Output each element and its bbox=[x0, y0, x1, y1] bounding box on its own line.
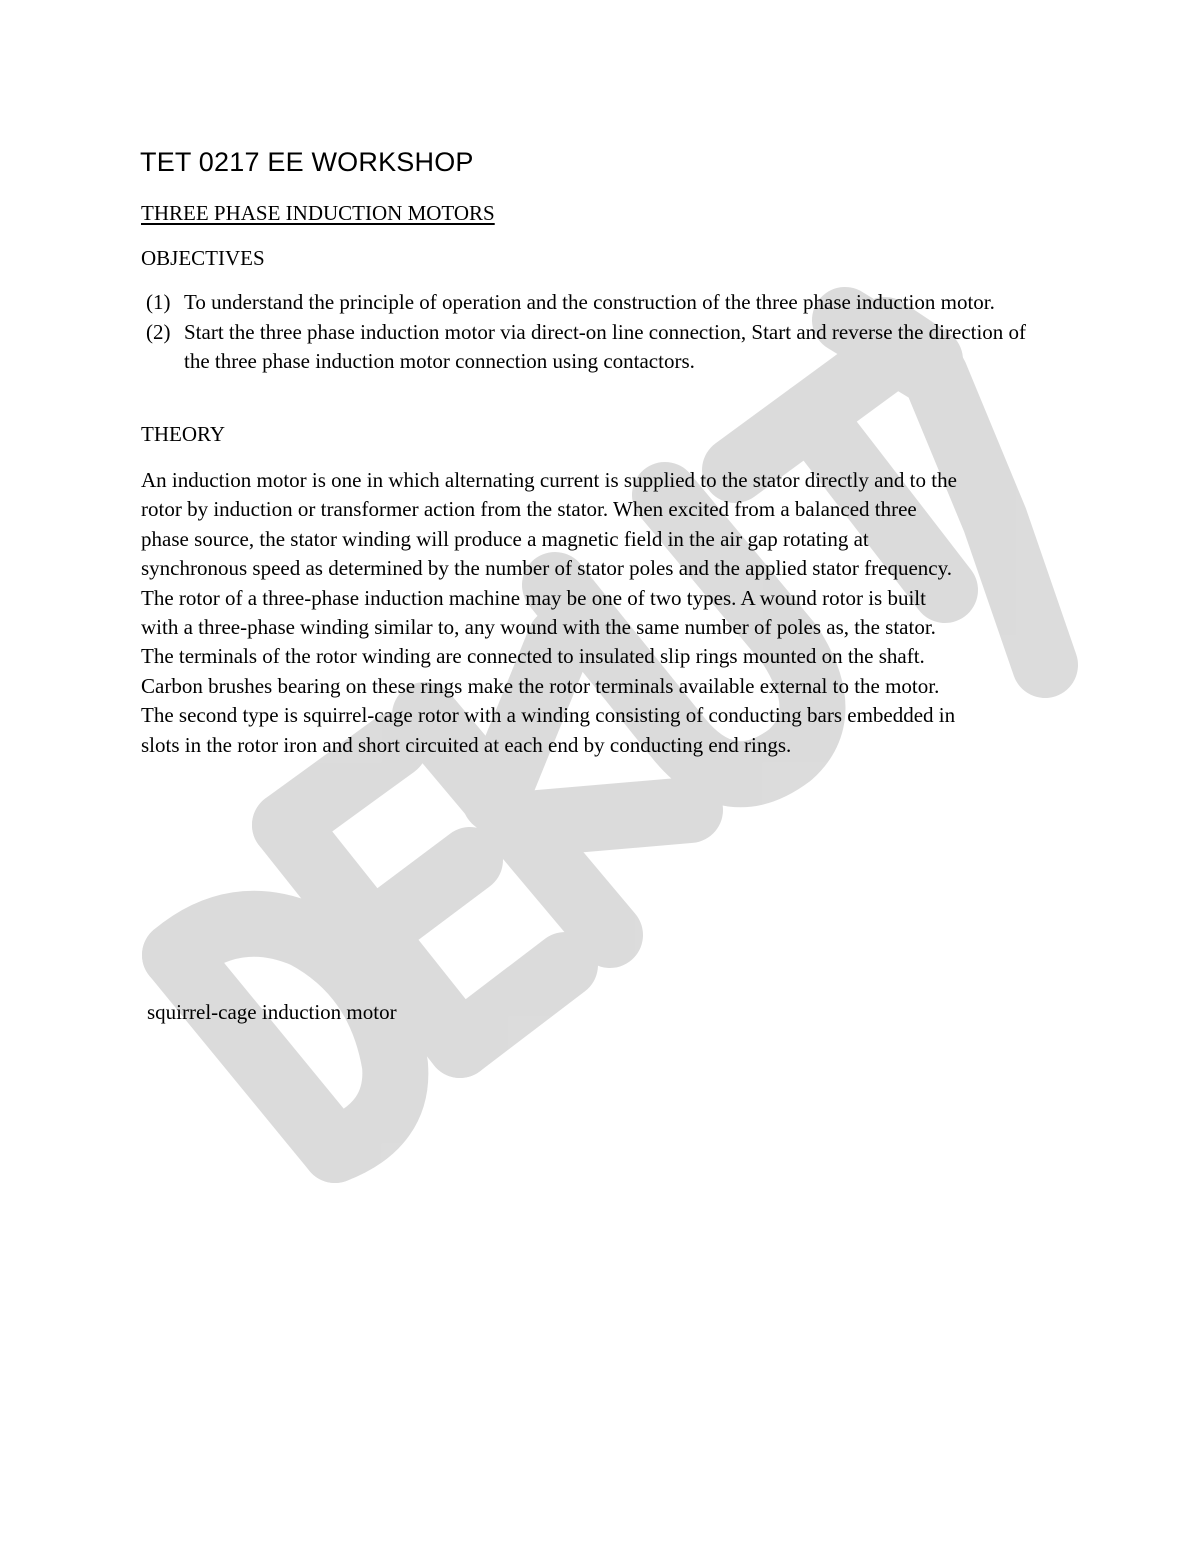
theory-heading: THEORY bbox=[141, 422, 225, 446]
theory-line: phase source, the stator winding will produce a magnetic field in the air gap rotating at bbox=[141, 526, 869, 551]
objective-item bbox=[146, 288, 1046, 318]
theory-line: The second type is squirrel-cage rotor with a winding consisting of conducting bars embedded in bbox=[141, 703, 956, 728]
theory-line: with a three-phase winding similar to, any wound with the same number of poles as, the stator. bbox=[141, 615, 936, 640]
theory-paragraph bbox=[141, 466, 1066, 760]
objectives-list bbox=[146, 288, 1046, 377]
theory-line: synchronous speed as determined by the number of stator poles and the applied stator frequency. bbox=[141, 556, 952, 581]
objective-text: Start the three phase induction motor via direct-on line connection, Start and reverse the direction of the three phase induction motor connection using contactors. bbox=[184, 319, 1027, 373]
figure-caption: squirrel-cage induction motor bbox=[147, 1000, 397, 1024]
objective-number: (2) bbox=[146, 319, 171, 344]
theory-line: An induction motor is one in which alternating current is supplied to the stator directly and to the bbox=[141, 468, 957, 492]
section-subtitle: THREE PHASE INDUCTION MOTORS bbox=[141, 201, 495, 225]
objective-text: To understand the principle of operation and the construction of the three phase induction motor. bbox=[184, 290, 995, 314]
theory-line: Carbon brushes bearing on these rings make the rotor terminals available external to the motor. bbox=[141, 673, 940, 698]
theory-line: The terminals of the rotor winding are connected to insulated slip rings mounted on the shaft. bbox=[141, 644, 925, 669]
objectives-heading: OBJECTIVES bbox=[141, 246, 265, 270]
theory-line: rotor by induction or transformer action from the stator. When excited from a balanced three bbox=[141, 497, 917, 522]
theory-line: slots in the rotor iron and short circuited at each end by conducting end rings. bbox=[141, 732, 792, 757]
objective-number: (1) bbox=[146, 290, 171, 314]
objective-item bbox=[146, 318, 1046, 377]
document-title: TET 0217 EE WORKSHOP bbox=[140, 147, 474, 177]
theory-line: The rotor of a three-phase induction machine may be one of two types. A wound rotor is built bbox=[141, 585, 926, 610]
